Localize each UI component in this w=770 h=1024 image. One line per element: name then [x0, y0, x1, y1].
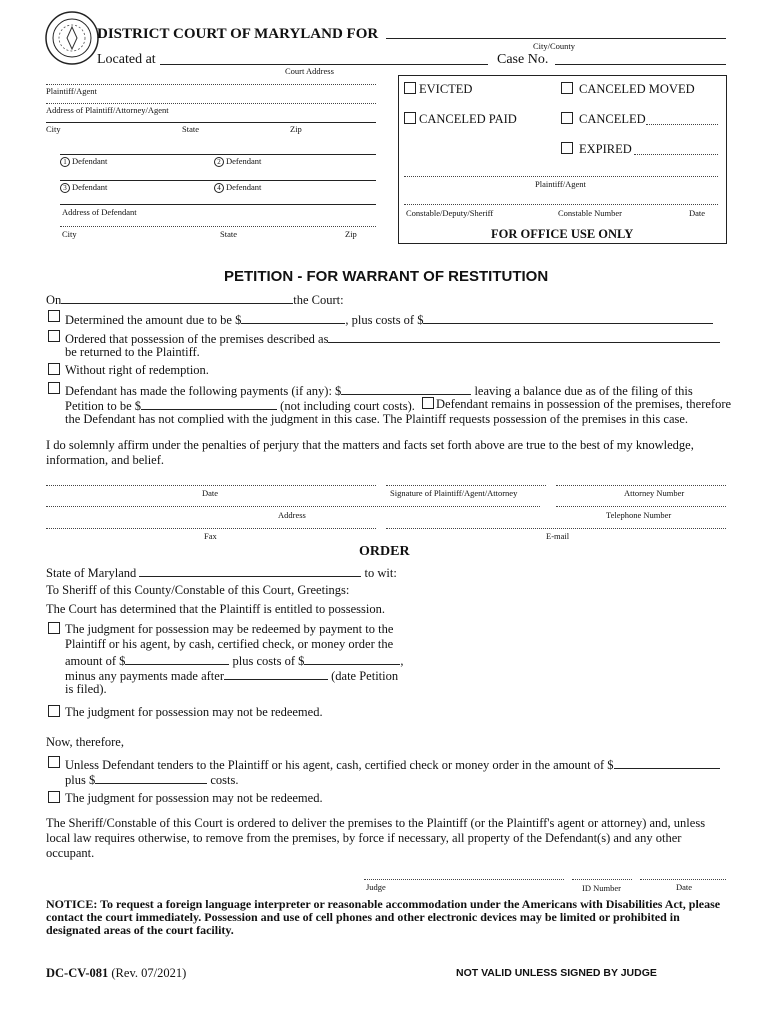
- now-therefore-text: Now, therefore,: [46, 735, 124, 749]
- court-determined-text: The Court has determined that the Plaintiff is entitled to possession.: [46, 602, 385, 616]
- remains-checkbox[interactable]: [422, 397, 434, 409]
- expired-field[interactable]: [634, 154, 718, 155]
- city-label: City: [46, 124, 61, 134]
- order-date-field[interactable]: [640, 879, 726, 880]
- canceled-field[interactable]: [646, 124, 718, 125]
- email-label: E-mail: [546, 531, 570, 541]
- address-label: Address: [278, 510, 306, 520]
- city-county-label: City/County: [533, 41, 576, 51]
- returned-text: be returned to the Plaintiff.: [65, 345, 200, 359]
- redeem-line-2: Plaintiff or his agent, by cash, certified check, or money order the: [65, 637, 394, 651]
- redeem-line-1: The judgment for possession may be redeemed by payment to the: [65, 622, 394, 636]
- expired-label: EXPIRED: [579, 142, 632, 156]
- canceled-moved-checkbox[interactable]: [561, 82, 573, 94]
- state-label: State: [182, 124, 199, 134]
- payments-field[interactable]: [341, 382, 471, 395]
- minus-date-field[interactable]: [224, 667, 328, 680]
- on-date-field[interactable]: [61, 291, 293, 304]
- ordered-checkbox[interactable]: [48, 330, 60, 342]
- ordered-line: Ordered that possession of the premises described as: [65, 330, 720, 347]
- plaintiff-address-field[interactable]: [46, 103, 376, 104]
- court-address-field[interactable]: [160, 64, 488, 65]
- plus-costs-field[interactable]: [95, 771, 207, 784]
- not-redeemed-2-checkbox[interactable]: [48, 791, 60, 803]
- constable-field[interactable]: [404, 204, 718, 205]
- defendant-2-label: 2 Defendant: [214, 156, 261, 167]
- defendant-1-label: 1 Defendant: [60, 156, 107, 167]
- fax-label: Fax: [204, 531, 217, 541]
- not-redeemed-text: The judgment for possession may not be redeemed.: [65, 705, 323, 719]
- sheriff-order-text: The Sheriff/Constable of this Court is ordered to deliver the premises to the Plaintiff (or the Plaintiff's agent or attorney) and, unless local law requires otherwise, to remove from the premises, by force if necessary, all property of the Defendant(s) and any other occupant.: [46, 816, 706, 860]
- state-of-line: State of Maryland to wit:: [46, 566, 397, 580]
- unless-checkbox[interactable]: [48, 756, 60, 768]
- determined-line: Determined the amount due to be $ , plus costs of $: [65, 311, 713, 328]
- not-redeemed-2-text: The judgment for possession may not be redeemed.: [65, 791, 323, 805]
- payments-line: Defendant has made the following payments (if any): $ leaving a balance due as of the filing of this: [65, 384, 693, 398]
- zip-label: Zip: [290, 124, 302, 134]
- canceled-paid-checkbox[interactable]: [404, 112, 416, 124]
- telephone-label: Telephone Number: [606, 510, 672, 520]
- case-no-label: Case No.: [497, 52, 549, 67]
- canceled-moved-label: CANCELED MOVED: [579, 82, 695, 96]
- affirm-text: I do solemnly affirm under the penalties of perjury that the matters and facts set forth above are true to the best of my knowledge, information, and belief.: [46, 438, 694, 467]
- canceled-label: CANCELED: [579, 112, 646, 126]
- defendant-3-label: 3 Defendant: [60, 182, 107, 193]
- form-id: DC-CV-081 (Rev. 07/2021): [46, 966, 187, 980]
- notice-text: NOTICE: To request a foreign language interpreter or reasonable accommodation under the Americans with Disabilities Act, please contact the court immediately. Possession and use of cell phones and other electronic devices may be limited or prohibited in designated areas of the court facility.: [46, 897, 721, 937]
- to-sheriff-text: To Sheriff of this County/Constable of this Court, Greetings:: [46, 583, 350, 597]
- plaintiff-field[interactable]: [46, 84, 376, 85]
- remains-text: Defendant remains in possession of the premises, therefore: [436, 397, 732, 411]
- judge-signature-field[interactable]: [364, 879, 564, 880]
- office-use-footer: FOR OFFICE USE ONLY: [491, 227, 634, 241]
- defendant-line-1[interactable]: [60, 154, 376, 155]
- address-field[interactable]: [46, 506, 540, 507]
- not-valid-text: NOT VALID UNLESS SIGNED BY JUDGE: [456, 967, 657, 979]
- without-redemption-text: Without right of redemption.: [65, 363, 209, 377]
- constable-label: Constable/Deputy/Sheriff: [406, 208, 494, 218]
- order-date-label: Date: [676, 882, 693, 892]
- defendant-4-label: 4 Defendant: [214, 182, 261, 193]
- evicted-label: EVICTED: [419, 82, 473, 96]
- attorney-number-field[interactable]: [556, 485, 726, 486]
- id-number-field[interactable]: [572, 879, 632, 880]
- attorney-number-label: Attorney Number: [624, 488, 685, 498]
- judge-label: Judge: [366, 882, 386, 892]
- is-filed-text: is filed).: [65, 682, 107, 696]
- payments-checkbox[interactable]: [48, 382, 60, 394]
- redeem-costs-field[interactable]: [304, 652, 400, 665]
- tender-amount-field[interactable]: [614, 756, 720, 769]
- id-number-label: ID Number: [582, 883, 621, 893]
- office-plaintiff-label: Plaintiff/Agent: [535, 179, 586, 189]
- office-plaintiff-field[interactable]: [404, 176, 718, 177]
- city-county-field[interactable]: [386, 38, 726, 39]
- office-date-label: Date: [689, 208, 706, 218]
- not-redeemed-checkbox[interactable]: [48, 705, 60, 717]
- signature-label: Signature of Plaintiff/Agent/Attorney: [390, 488, 518, 498]
- expired-checkbox[interactable]: [561, 142, 573, 154]
- signature-field[interactable]: [386, 485, 546, 486]
- case-no-field[interactable]: [555, 64, 726, 65]
- court-seal: [44, 10, 100, 66]
- premises-field[interactable]: [328, 330, 720, 343]
- court-address-label: Court Address: [285, 66, 334, 76]
- plaintiff-city-field[interactable]: [46, 122, 376, 123]
- not-complied-text: the Defendant has not complied with the judgment in this case. The Plaintiff requests possession of the premises in this case.: [65, 412, 689, 426]
- defendant-address-label: Address of Defendant: [62, 207, 137, 217]
- plaintiff-agent-label: Plaintiff/Agent: [46, 86, 97, 96]
- date-label: Date: [202, 488, 219, 498]
- canceled-checkbox[interactable]: [561, 112, 573, 124]
- telephone-field[interactable]: [556, 506, 726, 507]
- plus-costs-line: plus $ costs.: [65, 773, 239, 787]
- amount-due-field[interactable]: [241, 311, 345, 324]
- on-line: On the Court:: [46, 293, 344, 307]
- def-city-label: City: [62, 229, 77, 239]
- redeem-amount-field[interactable]: [125, 652, 229, 665]
- evicted-checkbox[interactable]: [404, 82, 416, 94]
- def-zip-label: Zip: [345, 229, 357, 239]
- unless-line: Unless Defendant tenders to the Plaintiff or his agent, cash, certified check or money order in the amount of $: [65, 756, 720, 773]
- minus-line: minus any payments made after (date Petition: [65, 669, 399, 683]
- def-state-label: State: [220, 229, 237, 239]
- located-at-label: Located at: [97, 52, 156, 67]
- date-field[interactable]: [46, 485, 376, 486]
- petition-title: PETITION - FOR WARRANT OF RESTITUTION: [224, 268, 549, 285]
- defendant-address-field[interactable]: [60, 204, 376, 205]
- without-redemption-checkbox[interactable]: [48, 363, 60, 375]
- redeem-amount-line: amount of $ plus costs of $ ,: [65, 654, 404, 668]
- constable-number-label: Constable Number: [558, 208, 622, 218]
- email-field[interactable]: [386, 528, 726, 529]
- office-use-box: [398, 75, 727, 244]
- fax-field[interactable]: [46, 528, 376, 529]
- costs-field[interactable]: [423, 311, 713, 324]
- court-title: DISTRICT COURT OF MARYLAND FOR: [97, 26, 379, 42]
- determined-checkbox[interactable]: [48, 310, 60, 322]
- defendant-city-field[interactable]: [60, 226, 376, 227]
- may-redeem-checkbox[interactable]: [48, 622, 60, 634]
- county-field[interactable]: [139, 564, 361, 577]
- plaintiff-address-label: Address of Plaintiff/Attorney/Agent: [46, 105, 169, 115]
- petition-amount-line: Petition to be $ (not including court costs).: [65, 399, 415, 413]
- defendant-line-2[interactable]: [60, 180, 376, 181]
- order-title: ORDER: [359, 544, 410, 559]
- canceled-paid-label: CANCELED PAID: [419, 112, 517, 126]
- petition-amount-field[interactable]: [141, 397, 277, 410]
